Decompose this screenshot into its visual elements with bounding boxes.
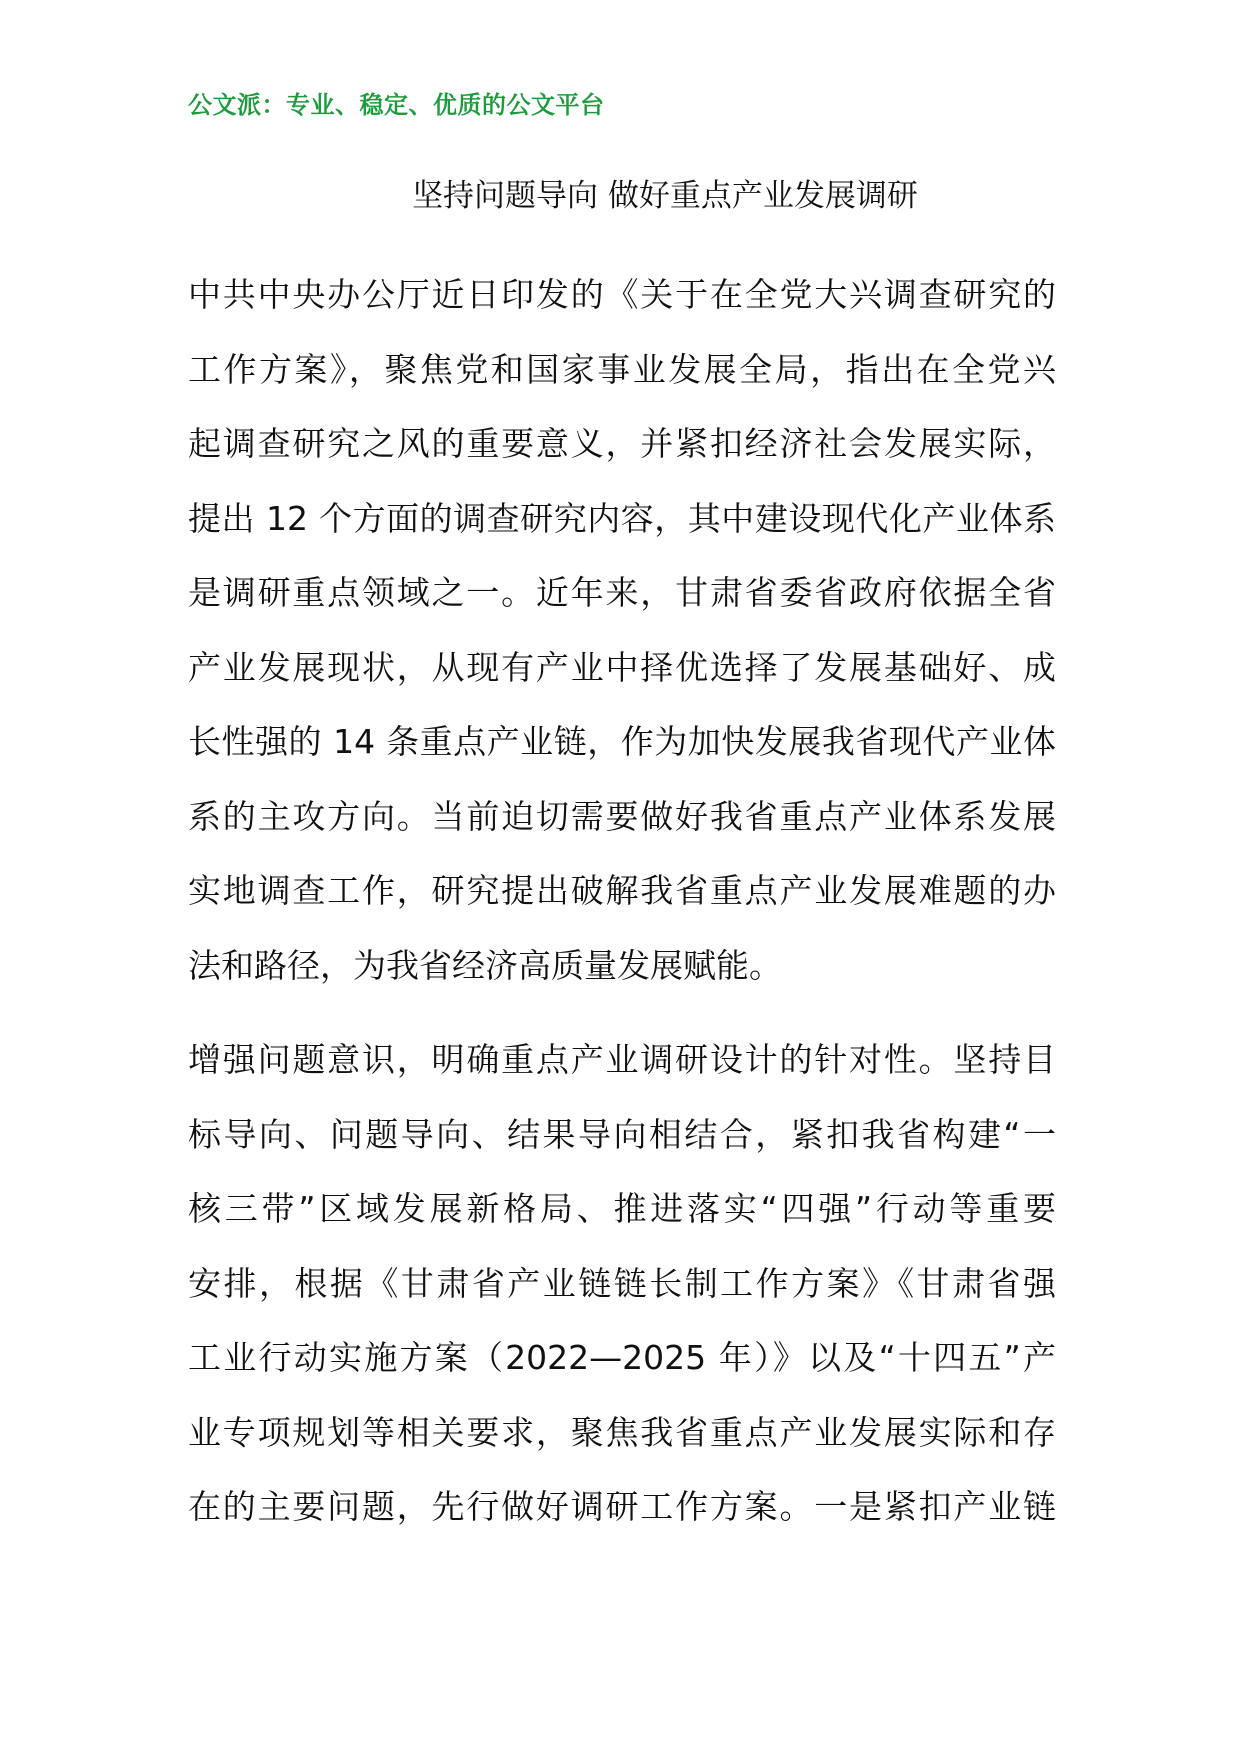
document-body (188, 258, 1056, 1545)
paragraph-line: 中共中央办公厅近日印发的《关于在全党大兴调查研究的 (188, 275, 1056, 314)
document-title: 坚持问题导向 做好重点产业发展调研 (412, 178, 918, 214)
paragraph-line: 产业发展现状，从现有产业中择优选择了发展基础好、成 (188, 647, 1056, 687)
paragraph-line: 提出 12 个方面的调查研究内容，其中建设现代化产业体系 (188, 498, 1056, 538)
paragraph-line: 长性强的 14 条重点产业链，作为加快发展我省现代产业体 (188, 722, 1056, 761)
paragraph-line: 在的主要问题，先行做好调研工作方案。一是紧扣产业链 (188, 1487, 1056, 1526)
paragraph-line: 标导向、问题导向、结果导向相结合，紧扣我省构建“一 (188, 1114, 1056, 1154)
paragraph-line: 工作方案》，聚焦党和国家事业发展全局，指出在全党兴 (188, 349, 1056, 389)
paragraph-line: 安排，根据《甘肃省产业链链长制工作方案》《甘肃省强 (188, 1263, 1056, 1303)
header-brand-text: 公文派：专业、稳定、优质的公文平台 (188, 91, 605, 119)
paragraph-line: 法和路径，为我省经济高质量发展赋能。 (188, 945, 782, 985)
paragraph-line: 系的主攻方向。当前迫切需要做好我省重点产业体系发展 (188, 796, 1056, 836)
paragraph-line: 业专项规划等相关要求，聚焦我省重点产业发展实际和存 (188, 1412, 1056, 1452)
paragraph-line: 实地调查工作，研究提出破解我省重点产业发展难题的办 (188, 871, 1056, 910)
paragraph-line: 工业行动实施方案（2022—2025 年）》以及“十四五”产 (188, 1338, 1056, 1377)
paragraph-2 (188, 1023, 1056, 1545)
paragraph-line: 起调查研究之风的重要意义，并紧扣经济社会发展实际， (188, 424, 1056, 463)
paragraph-line: 增强问题意识，明确重点产业调研设计的针对性。坚持目 (188, 1040, 1056, 1079)
paragraph-line: 核三带”区域发展新格局、推进落实“四强”行动等重要 (188, 1189, 1056, 1228)
paragraph-1 (188, 258, 1056, 1003)
paragraph-line: 是调研重点领域之一。近年来，甘肃省委省政府依据全省 (188, 573, 1056, 612)
